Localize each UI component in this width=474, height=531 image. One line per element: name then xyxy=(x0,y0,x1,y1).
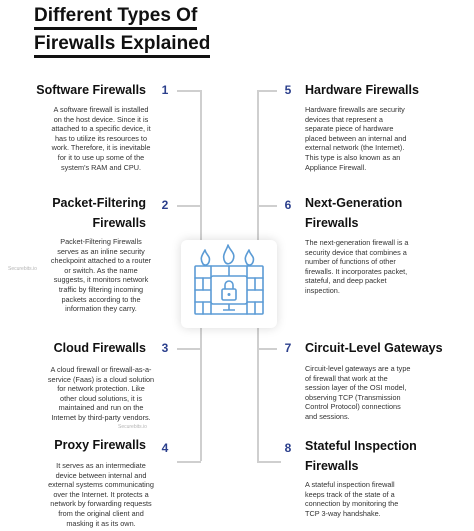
item-number-5: 5 xyxy=(277,79,299,101)
item-title-packet-filtering-firewalls: Packet-Filtering Firewalls xyxy=(52,196,146,230)
item-title-circuit-level-gateways: Circuit-Level Gateways xyxy=(305,341,443,355)
connector-left-bottom xyxy=(177,461,201,463)
item-number-1: 1 xyxy=(154,79,176,101)
item-desc-next-generation-firewalls: The next-generation firewall is a security device that combines a number of functions of other firewalls. It incorporates packet, stateful, and deep packet inspection. xyxy=(305,238,409,295)
page-title-line-1 xyxy=(34,6,197,26)
item-desc-hardware-firewalls: Hardware firewalls are security devices that represent a separate piece of hardware placed between an internal and external network (the Internet). This type is also known as an Appliance Firewall. xyxy=(305,105,407,172)
firewall-icon-card xyxy=(181,240,277,328)
item-number-6: 6 xyxy=(277,194,299,216)
item-number-7: 7 xyxy=(277,337,299,359)
item-title-proxy-firewalls: Proxy Firewalls xyxy=(54,438,146,452)
watermark-text: Securebits.io xyxy=(8,266,37,272)
title-underline xyxy=(34,27,197,30)
connector-left-top xyxy=(177,90,201,92)
page-title-line-2 xyxy=(34,34,210,54)
connector-left-2 xyxy=(177,205,201,207)
item-number-8: 8 xyxy=(277,437,299,459)
item-number-2: 2 xyxy=(154,194,176,216)
connector-left-3 xyxy=(177,348,201,350)
item-desc-circuit-level-gateways: Circuit-level gateways are a type of firewall that work at the session layer of the OSI model, observing TCP (Transmission Control Protocol) connections and sessions. xyxy=(305,364,411,421)
item-number-4: 4 xyxy=(154,437,176,459)
item-desc-cloud-firewalls: A cloud firewall or firewall-as-a- service (Faas) is a cloud solution for network protection. Like other cloud solutions, it is maintained and run on the Internet by third-party vendors. xyxy=(47,365,155,422)
watermark-text: Securebits.io xyxy=(118,424,147,430)
item-desc-stateful-inspection-firewalls: A stateful inspection firewall keeps track of the state of a connection by monitoring the TCP 3-way handshake. xyxy=(305,480,399,518)
connector-right-bottom xyxy=(257,461,281,463)
title-text: Different Types Of xyxy=(34,5,198,26)
item-title-hardware-firewalls: Hardware Firewalls xyxy=(305,83,419,97)
item-title-stateful-inspection-firewalls: Stateful Inspection Firewalls xyxy=(305,439,417,473)
item-title-software-firewalls: Software Firewalls xyxy=(36,83,146,97)
item-number-3: 3 xyxy=(154,337,176,359)
item-desc-packet-filtering-firewalls: Packet-Filtering Firewalls serves as an inline security checkpoint attached to a router or switch. As the name suggests, it monitors network traffic by filtering incoming packets according to the information they carry. xyxy=(50,237,152,314)
title-underline xyxy=(34,55,210,58)
item-title-cloud-firewalls: Cloud Firewalls xyxy=(53,341,146,355)
firewall-icon xyxy=(181,240,277,328)
item-title-next-generation-firewalls: Next-Generation Firewalls xyxy=(305,196,403,230)
title-text: Firewalls Explained xyxy=(34,33,211,54)
item-desc-proxy-firewalls: It serves as an intermediate device between internal and external systems communicating over the Internet. It protects a network by forwarding requests from the original client and masking it as its own. xyxy=(48,461,154,528)
item-desc-software-firewalls: A software firewall is installed on the host device. Since it is attached to a specific device, it has to utilize its resources to work. Therefore, it is inevitable for it to use up some of the system's RAM and CPU. xyxy=(51,105,151,172)
